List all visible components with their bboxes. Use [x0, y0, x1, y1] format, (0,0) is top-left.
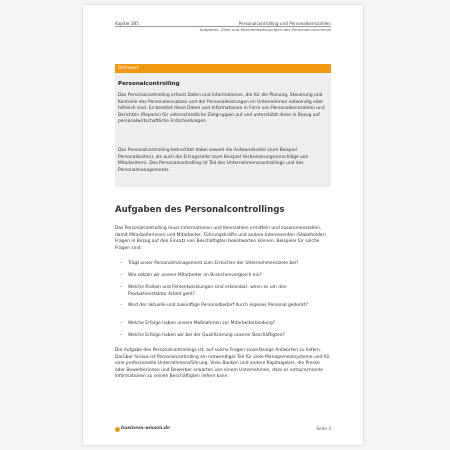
dash-bullet-icon: –: [120, 285, 123, 290]
question-list-item: [120, 261, 324, 268]
page-number: Seite 3: [316, 426, 331, 431]
brand-logo-icon: [115, 427, 120, 432]
keyword-box-paragraph: Das Personalcontrolling erfasst Daten und Informationen, die für die Planung, Steuerung und Kontrolle des Personaleinsatzes und der Personalleistungen im Unternehmen notwendig oder hilfreich sind. Es bereitet diese Daten und Informationen in Form von Personalkennzahlen und Berichten (Reports) für unterschiedliche Zielgruppen auf und unterstützt diese in Bezug auf personalwirtschaftliche Entscheidungen.: [118, 93, 325, 124]
question-list-item: [120, 321, 324, 328]
dash-bullet-icon: –: [120, 333, 123, 338]
chapter-label: Kapitel 1B5: [115, 21, 139, 26]
question-text: Wie setzen wir unsere Mitarbeiter im Branchenvergleich ein?: [128, 273, 262, 278]
dash-bullet-icon: –: [120, 303, 123, 308]
question-list-item: [120, 273, 324, 280]
question-text: Welche Risiken und Fehlentwicklungen sind erkennbar, wenn es um den Produktionsfaktor Arbeit geht?: [128, 285, 287, 297]
dash-bullet-icon: –: [120, 261, 123, 266]
keyword-box: [115, 64, 331, 187]
keyword-box-paragraph: Das Personalcontrolling betrachtet dabei sowohl die Aufwandsseite (zum Beispiel Personalkosten), als auch die Ertragsseite (zum Beispiel Verbesserungsvorschläge von Mitarbeitern). Das Personalcontrolling ist Teil des Unternehmenscontrollings und des Personalmanagements.: [118, 148, 309, 173]
dash-bullet-icon: –: [120, 321, 123, 326]
question-list-item: [120, 333, 324, 340]
footer-brand: business-wissen.de: [121, 426, 171, 431]
header-subtitle: Aufgaben, Ziele und Rahmenbedingungen des Personalcontrollings: [199, 27, 331, 32]
document-page: [83, 5, 363, 445]
question-list-item: [120, 285, 324, 298]
section-intro: Das Personalcontrolling muss Informationen und Kennzahlen ermitteln und zusammenstellen, damit Mitarbeiterinnen und Mitarbeiter, Führungskräfte und andere Interessenten (Stakeholder) Fragen in Bezug auf den Einsatz von Beschäftigten beantworten können. Beispiele für solche Fragen sind:: [115, 226, 327, 251]
section-outro: Die Aufgabe des Personalcontrollings ist, auf solche Fragen zuverlässige Antworten zu liefern. Darüber hinaus ist Personalcontrolling ein notwendiger Teil für viele Managementsysteme und für eine professionelle Unternehmensführung. Viele Banken und andere Kapitalgeber, die Presse oder Bewerberinnen und Bewerber erwarten von einem Unternehmen, dass es entsprechende Informationen zu seinen Beschäftigten liefern kann.: [115, 348, 330, 379]
keyword-box-title: Personalcontrolling: [118, 81, 180, 87]
question-list-item: [120, 303, 324, 310]
question-text: Wird der aktuelle und zukünftige Personalbedarf durch eigenes Personal gedeckt?: [128, 303, 309, 308]
header-title: Personalcontrolling und Personalkennzahlen: [238, 21, 331, 26]
question-text: Welche Erfolge haben unsere Maßnahmen zur Mitarbeiterbindung?: [128, 321, 276, 326]
question-text: Trägt unser Personalmanagement zum Erreichen der Unternehmensziele bei?: [128, 261, 299, 266]
dash-bullet-icon: –: [120, 273, 123, 278]
keyword-box-label: Stichwort: [115, 64, 331, 73]
section-heading: Aufgaben des Personalcontrollings: [115, 205, 285, 215]
question-text: Welche Erfolge haben wir bei der Qualifizierung unserer Beschäftigten?: [128, 333, 285, 338]
